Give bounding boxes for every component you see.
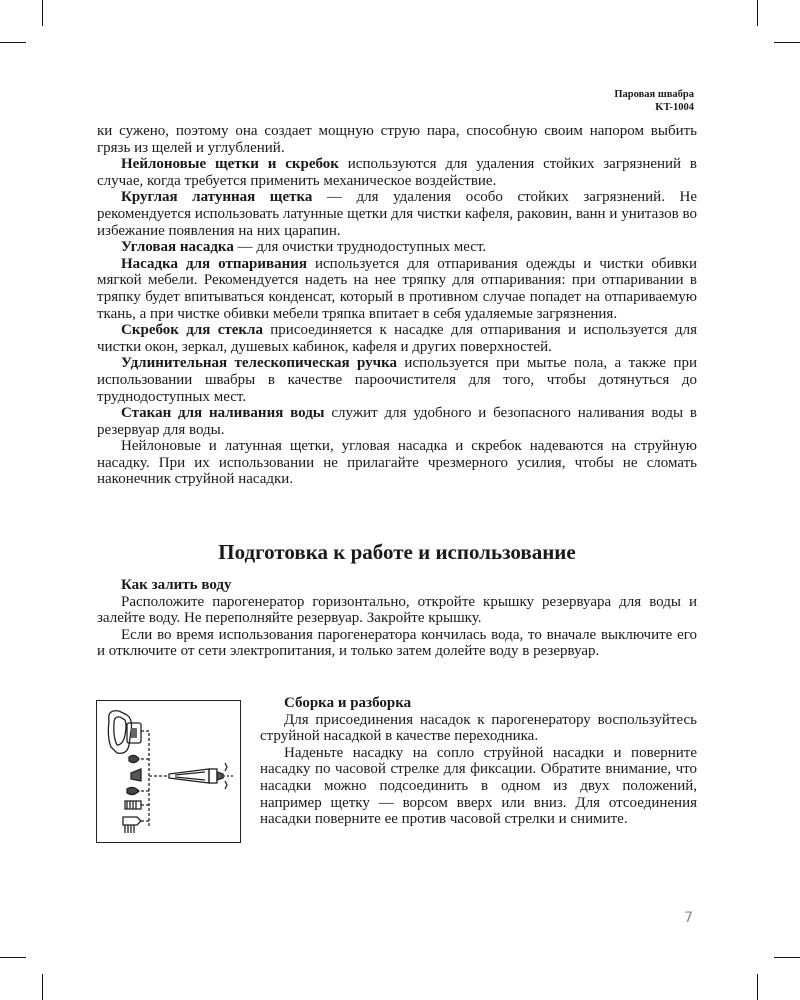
page-number: 7: [684, 910, 693, 926]
attachments-description: [97, 123, 697, 488]
crop-mark: [0, 957, 26, 958]
header-model: KT-1004: [655, 102, 694, 113]
crop-mark: [774, 42, 800, 43]
header-title: Паровая швабра: [614, 89, 694, 100]
term: Удлинительная телескопическая ручка: [121, 355, 398, 372]
assembly-illustration: [96, 700, 241, 843]
crop-mark: [0, 42, 26, 43]
paragraph: Удлинительная телескопическая ручка используется при мытье пола, а также при использовании швабры в качестве пароочистителя для того, чтобы дотянуться до труднодоступных мест.: [97, 355, 698, 405]
fill-water-section: [97, 577, 697, 660]
paragraph: Нейлоновые и латунная щетки, угловая насадка и скребок надеваются на струйную насадку. При их использовании не прилагайте чрезмерного усилия, чтобы не сломать наконечник струйной насадки.: [97, 438, 697, 488]
section-title: Подготовка к работе и использование: [218, 540, 576, 564]
running-header: [614, 88, 694, 114]
crop-mark: [42, 974, 43, 1000]
crop-mark: [774, 957, 800, 958]
term: Скребок для стекла: [121, 322, 263, 339]
term: Насадка для отпаривания: [121, 255, 307, 272]
paragraph: ки сужено, поэтому она создает мощную струю пара, способную своим напором выбить грязь из щелей и углублений.: [97, 123, 697, 156]
term: Стакан для наливания воды: [121, 405, 325, 422]
paragraph: Насадка для отпаривания используется для отпаривания одежды и чистки обивки мягкой мебели. Рекомендуется надеть на нее тряпку для отпаривания: при отпаривании в тряпку будет впитываться конденсат, который в противном случае попадет на отпариваемую ткань, а при чистке обивки мебели тряпка впитает в себя удаляемые загрязнения.: [97, 255, 697, 322]
crop-mark: [757, 974, 758, 1000]
crop-mark: [757, 0, 758, 26]
assembly-section: [260, 695, 697, 828]
term: Угловая насадка: [121, 239, 234, 256]
paragraph: Расположите парогенератор горизонтально, откройте крышку резервуара для воды и залейте воду. Не переполняйте резервуар. Закройте крышку.: [97, 593, 697, 627]
paragraph: Если во время использования парогенератора кончилась вода, то вначале выключите его и отключите от сети электропитания, и только затем долейте воду в резервуар.: [97, 626, 697, 660]
paragraph: Скребок для стекла присоединяется к насадке для отпаривания и используется для чистки окон, зеркал, душевых кабинок, кафеля и других поверхностей.: [97, 322, 698, 355]
paragraph: Нейлоновые щетки и скребок используются для удаления стойких загрязнений в случае, когда требуется применить механическое воздействие.: [97, 156, 697, 189]
subheading: Сборка и разборка: [284, 695, 412, 711]
subheading: Как залить воду: [121, 577, 232, 593]
paragraph: Круглая латунная щетка — для удаления особо стойких загрязнений. Не рекомендуется использовать латунные щетки для чистки кафеля, раковин, ванн и унитазов во избежание появления на них царапин.: [97, 189, 697, 239]
crop-mark: [42, 0, 43, 26]
paragraph: Стакан для наливания воды служит для удобного и безопасного наливания воды в резервуар для воды.: [97, 405, 697, 438]
term: Круглая латунная щетка: [121, 189, 313, 206]
paragraph: Для присоединения насадок к парогенератору воспользуйтесь струйной насадкой в качестве переходника.: [260, 711, 697, 745]
term: Нейлоновые щетки и скребок: [121, 156, 339, 173]
paragraph: Угловая насадка — для очистки труднодоступных мест.: [121, 239, 487, 256]
steam-generator-attachments-drawing: [97, 701, 240, 842]
paragraph: Наденьте насадку на сопло струйной насадки и поверните насадку по часовой стрелке для фиксации. Обратите внимание, что насадки можно подсоединить в одном из двух положений, например щетку — ворсом вверх или вниз. Для отсоединения насадки поверните ее против часовой стрелки и снимите.: [260, 744, 697, 828]
